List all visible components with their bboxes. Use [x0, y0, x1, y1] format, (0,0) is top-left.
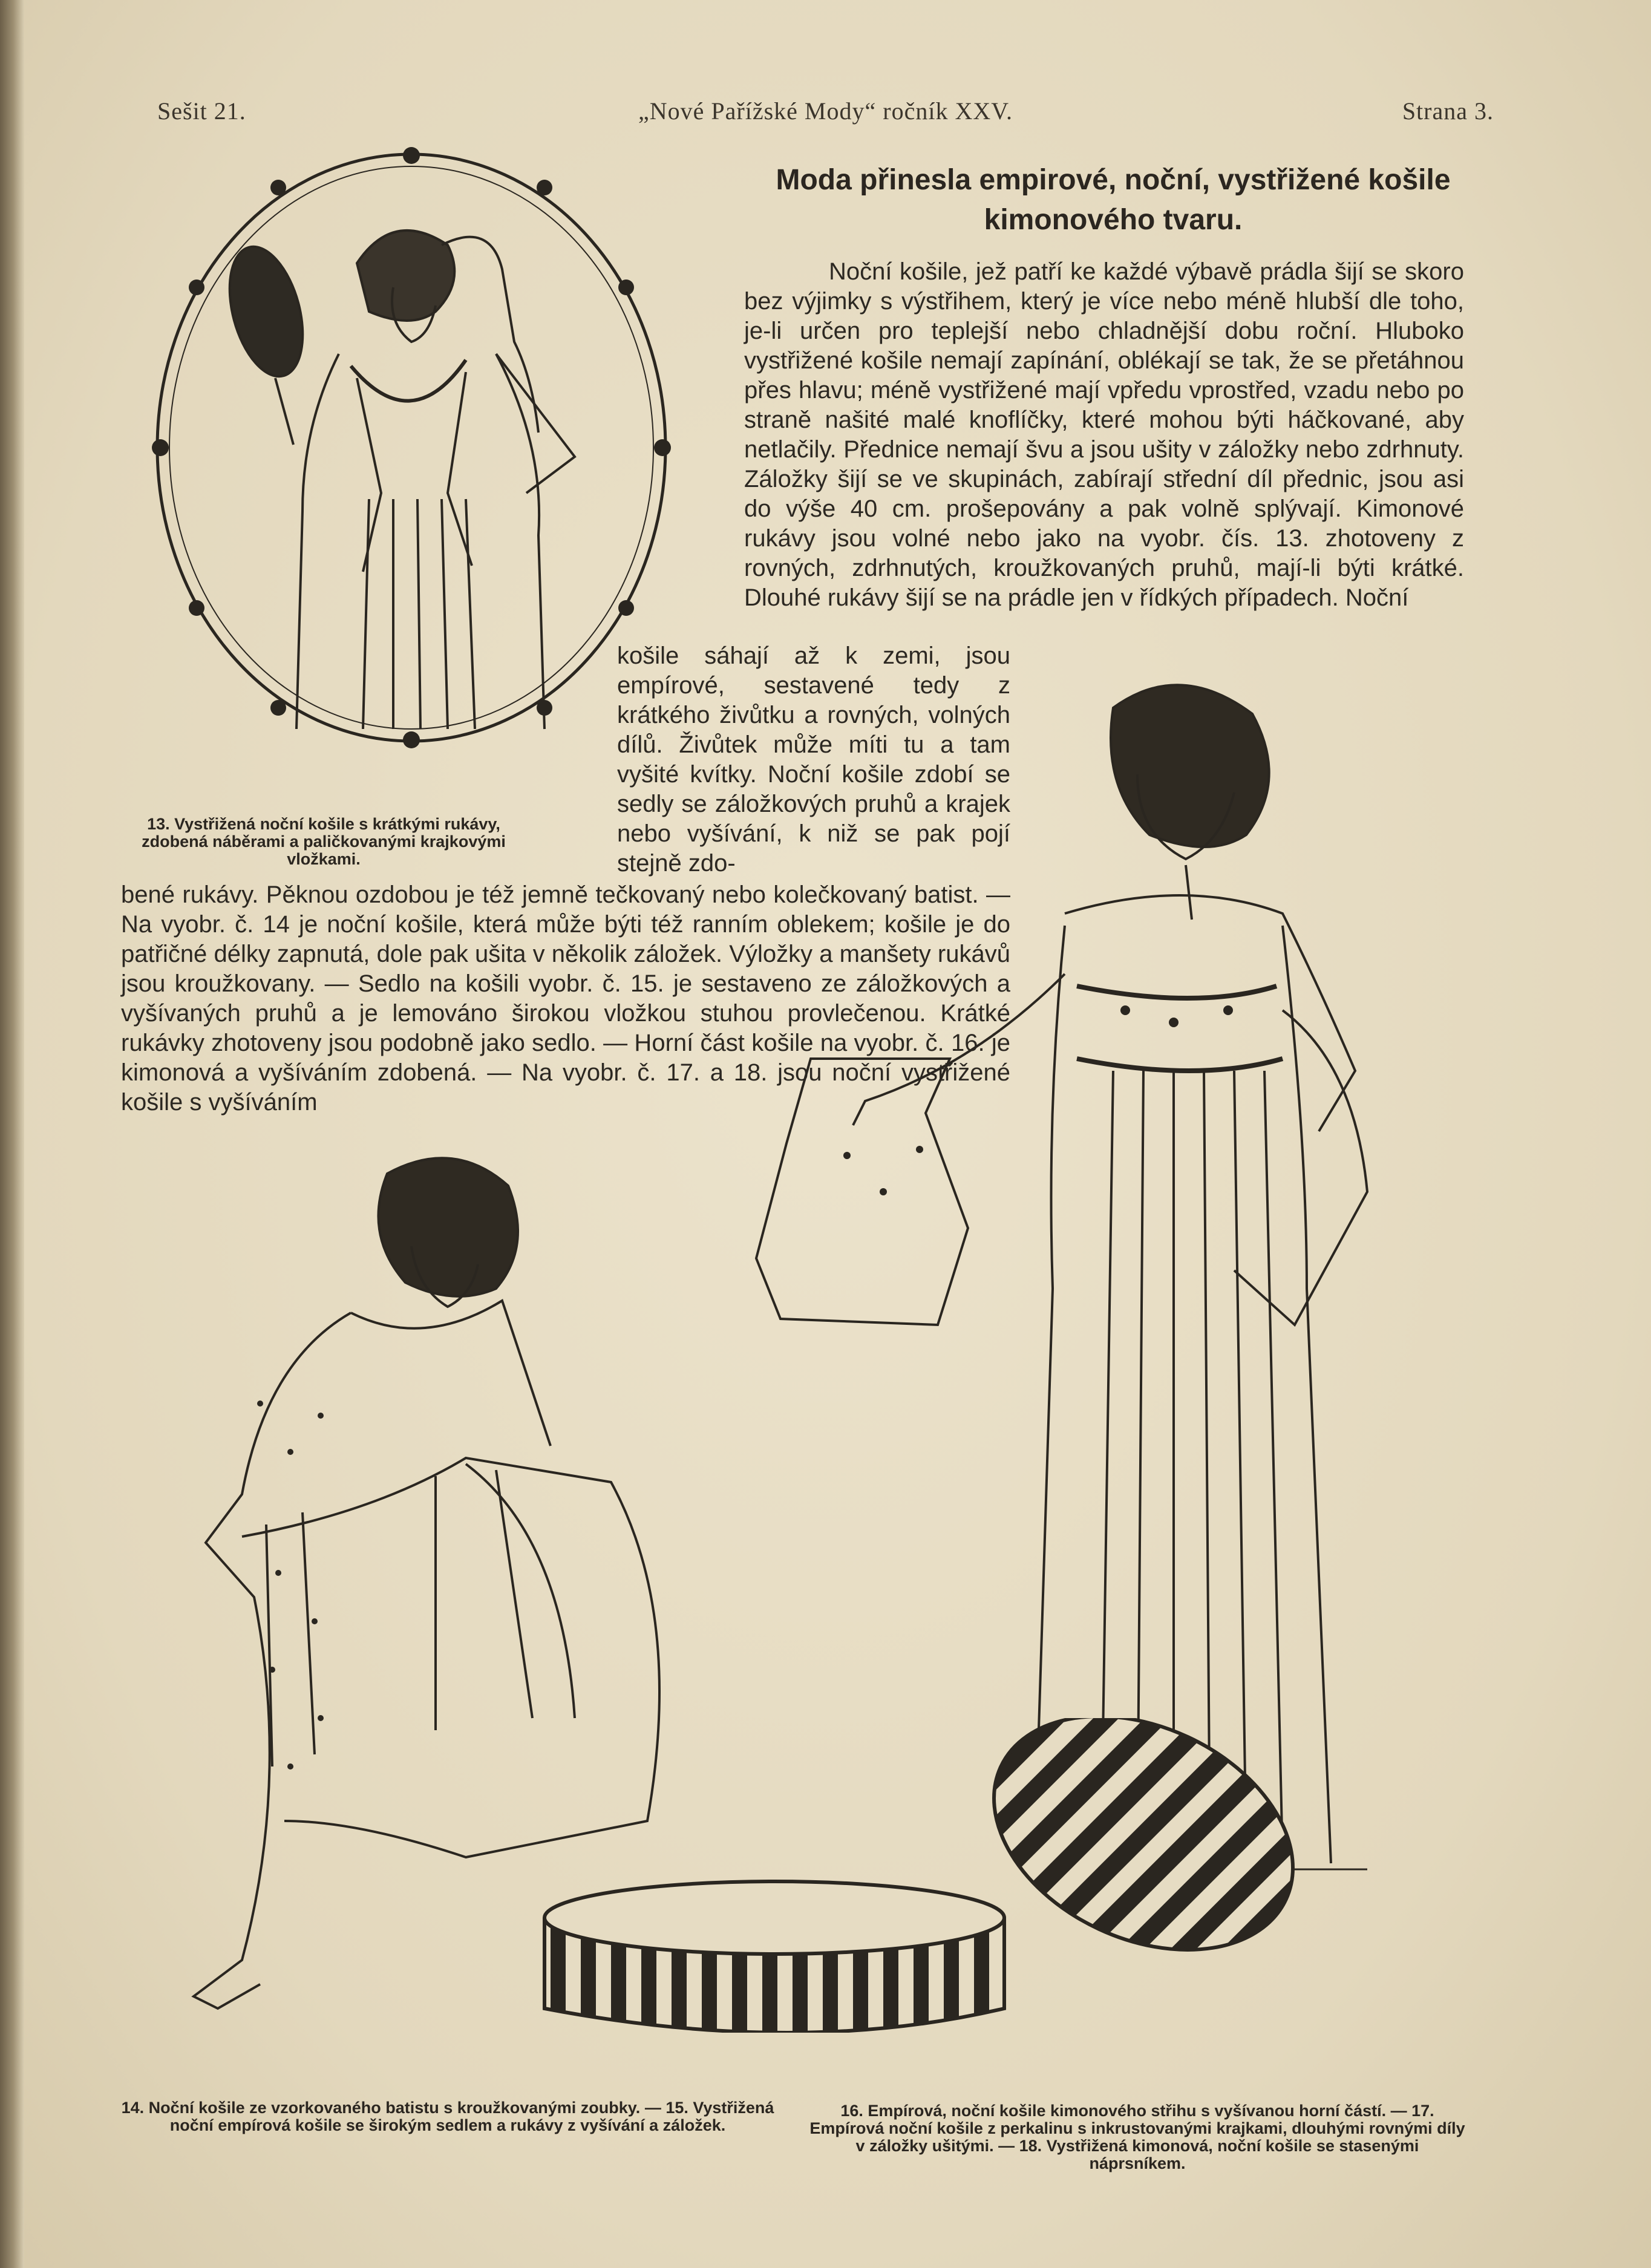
article-body-part-1: Noční košile, jež patří ke každé výbavě prádla šijí se skoro bez výjimky s výstřihem, který je více nebo méně hlubší dle toho, je-li určen pro teplejší nebo chladnější dobu roční. Hluboko vystřižené košile nemají zapínání, oblékají se tak, že se přetáhnou přes hlavu; méně vystřižené mají vpředu vprostřed, vzadu nebo po straně našité malé knoflíčky, které mohou býti háčkované, aby netlačily. Přednice nemají švu a jsou ušity v záložky nebo zdrhnuty. Záložky šijí se ve skupinách, zabírají střední díl přednic, jsou asi do výše 40 cm. prošepovány a pak volně splývají. Kimonové rukávy jsou volné nebo jako na vyobr. čís. 13. zhotoveny z rovných, zdrhnutých, kroužkovaných pruhů, mají-li býti krátké. Dlouhé rukávy šijí se na prádle jen v řídkých případech. Noční — [744, 258, 1464, 611]
caption-figure-13: 13. Vystřižená noční košile s krátkými rukávy, zdobená náběrami a paličkovanými krajkovými vložkami. — [142, 815, 506, 868]
issue-number: Sešit 21. — [157, 97, 246, 125]
striped-hatbox-illustration — [520, 1718, 1307, 2033]
figure-13-framed-illustration — [139, 136, 684, 765]
page-number: Strana 3. — [1402, 97, 1494, 125]
caption-figures-16-18: 16. Empírová, noční košile kimonového střihu s vyšívanou horní částí. — 17. Empírová noční košile z perkalinu s inkrustovanými krajkami, dlouhými rovnými díly v záložky ušitými. — 18. Vystřižená kimonová, noční košile se stasenými náprsníkem. — [809, 2102, 1465, 2172]
page-binding-edge — [0, 0, 24, 2268]
caption-figures-14-15: 14. Noční košile ze vzorkovaného batistu s kroužkovanými zoubky. — 15. Vystřižená noční empírová košile se širokým sedlem a rukávy z vyšívání a záložek. — [121, 2099, 774, 2134]
article-title: Moda přinesla empirové, noční, vystřižené košile kimonového tvaru. — [776, 164, 1451, 236]
article-body-part-2: košile sáhají až k zemi, jsou empírové, sestavené tedy z krátkého živůtku a rovných, volných dílů. Živůtek může míti tu a tam vyšité kvítky. Noční košile zdobí se sedly se záložkových pruhů a krajek nebo vyšívání, k niž se pak pojí stejně zdo- — [617, 642, 1010, 877]
magazine-title: „Nové Pařížské Mody“ ročník XXV. — [638, 97, 1013, 125]
article-body-part-3: bené rukávy. Pěknou ozdobou je též jemně tečkovaný nebo kolečkovaný batist. — Na vyobr. č. 14 je noční košile, která může býti též ranním oblekem; košile je do patřičné délky zapnutá, dole pak ušita v několik záložek. Výložky a manšety rukávů jsou kroužkovany. — Sedlo na košili vyobr. č. 15. je sestaveno ze záložkových a vyšívaných pruhů a je lemováno širokou vložkou stuhou provlečenou. Krátké rukávky zhotoveny jsou podobně jako sedlo. — Horní část košile na vyobr. č. 16. je kimonová a vyšíváním zdobená. — Na vyobr. č. 17. a 18. jsou noční vystřižené košile s vyšíváním — [121, 881, 1010, 1116]
running-header — [157, 97, 1494, 133]
